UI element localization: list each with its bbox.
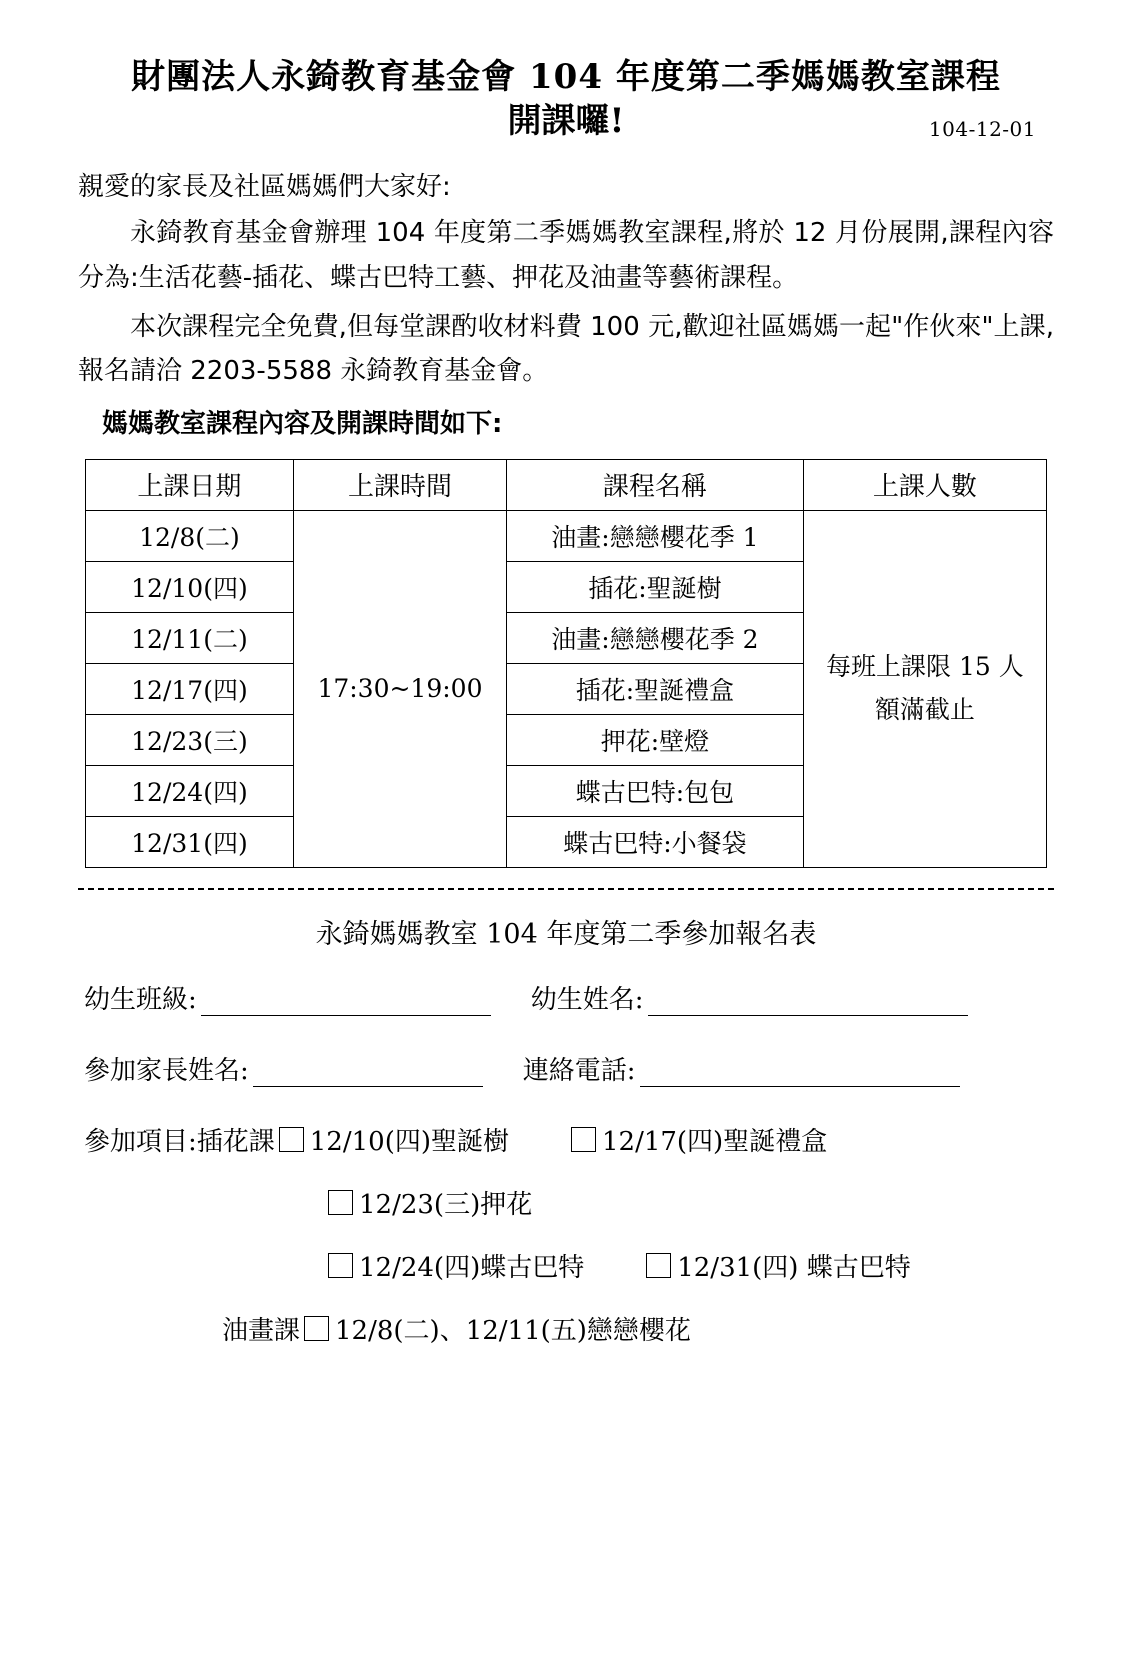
items-label: 參加項目:插花課 <box>84 1126 275 1157</box>
oil-course-label: 油畫課 <box>222 1315 301 1346</box>
option-flower-1[interactable] <box>275 1121 509 1158</box>
paragraph-2: 本次課程完全免費,但每堂課酌收材料費 100 元,歡迎社區媽媽一起"作伙來"上課,報名請洽 2203-5588 永錡教育基金會。 <box>78 311 1054 387</box>
option-oil-painting-label: 12/8(二)、12/11(五)戀戀櫻花 <box>335 1315 691 1346</box>
column-header-capacity: 上課人數 <box>803 459 1046 510</box>
cell-course-name: 蝶古巴特:包包 <box>507 765 804 816</box>
body-text <box>78 165 1054 447</box>
cell-date: 12/8(二) <box>86 510 294 561</box>
option-line-oil <box>222 1310 1048 1347</box>
column-header-date: 上課日期 <box>86 459 294 510</box>
page-title-line2: 開課囉! <box>507 100 625 141</box>
field-parent-name <box>84 1050 483 1087</box>
option-oil-painting[interactable] <box>300 1310 691 1347</box>
option-line-pressed <box>324 1184 1048 1221</box>
cell-course-name: 油畫:戀戀櫻花季 2 <box>507 612 804 663</box>
field-phone-label: 連絡電話: <box>522 1055 636 1086</box>
option-decoupage-2-label: 12/31(四) 蝶古巴特 <box>677 1252 911 1283</box>
option-line-flower <box>84 1121 1048 1158</box>
column-header-time: 上課時間 <box>293 459 506 510</box>
capacity-line-2: 額滿截止 <box>874 694 975 724</box>
checkbox-icon[interactable] <box>328 1190 353 1215</box>
section-divider <box>78 888 1054 890</box>
option-decoupage-1[interactable] <box>324 1247 584 1284</box>
option-line-decoupage <box>324 1247 1048 1284</box>
checkbox-icon[interactable] <box>571 1127 596 1152</box>
column-header-course: 課程名稱 <box>507 459 804 510</box>
title-block <box>0 56 1132 151</box>
option-pressed-flower[interactable] <box>324 1184 532 1221</box>
option-pressed-flower-label: 12/23(三)押花 <box>359 1189 533 1220</box>
option-flower-2-label: 12/17(四)聖誕禮盒 <box>601 1126 828 1157</box>
capacity-line-1: 每班上課限 15 人 <box>826 652 1024 682</box>
schedule-subheading: 媽媽教室課程內容及開課時間如下: <box>102 409 503 440</box>
field-phone-input[interactable] <box>640 1060 960 1087</box>
field-student-name <box>531 979 968 1016</box>
document-number: 104-12-01 <box>928 116 1036 141</box>
checkbox-icon[interactable] <box>304 1316 329 1341</box>
page-title-line1: 財團法人永錡教育基金會 104 年度第二季媽媽教室課程 <box>131 57 1001 97</box>
checkbox-icon[interactable] <box>328 1253 353 1278</box>
cell-course-name: 插花:聖誕禮盒 <box>507 663 804 714</box>
cell-course-name: 蝶古巴特:小餐袋 <box>507 816 804 867</box>
cell-date: 12/23(三) <box>86 714 294 765</box>
form-row-names <box>84 979 1048 1016</box>
cell-course-name: 插花:聖誕樹 <box>507 561 804 612</box>
cell-date: 12/17(四) <box>86 663 294 714</box>
course-schedule-table <box>85 459 1047 868</box>
cell-date: 12/10(四) <box>86 561 294 612</box>
field-class-input[interactable] <box>201 989 491 1016</box>
checkbox-icon[interactable] <box>279 1127 304 1152</box>
option-flower-2[interactable] <box>567 1121 827 1158</box>
salutation: 親愛的家長及社區媽媽們大家好: <box>78 171 451 202</box>
paragraph-1: 永錡教育基金會辦理 104 年度第二季媽媽教室課程,將於 12 月份展開,課程內容分為:生活花藝-插花、蝶古巴特工藝、押花及油畫等藝術課程。 <box>78 218 1054 293</box>
field-phone <box>523 1050 960 1087</box>
cell-date: 12/11(二) <box>86 612 294 663</box>
field-student-name-input[interactable] <box>648 989 968 1016</box>
table-header-row <box>86 459 1047 510</box>
document-page <box>0 56 1132 1656</box>
field-class <box>84 979 491 1016</box>
option-decoupage-2[interactable] <box>642 1247 910 1284</box>
participation-options <box>84 1121 1048 1347</box>
cell-course-name: 押花:壁燈 <box>507 714 804 765</box>
checkbox-icon[interactable] <box>646 1253 671 1278</box>
cell-date: 12/31(四) <box>86 816 294 867</box>
field-parent-name-label: 參加家長姓名: <box>84 1055 249 1086</box>
option-decoupage-1-label: 12/24(四)蝶古巴特 <box>359 1252 585 1283</box>
option-flower-1-label: 12/10(四)聖誕樹 <box>309 1126 509 1157</box>
cell-time-span: 17:30~19:00 <box>293 510 506 867</box>
cell-date: 12/24(四) <box>86 765 294 816</box>
field-student-name-label: 幼生姓名: <box>530 984 644 1015</box>
cell-course-name: 油畫:戀戀櫻花季 1 <box>507 510 804 561</box>
registration-fields <box>84 979 1048 1087</box>
title-line2-wrapper <box>0 99 1132 151</box>
form-row-contact <box>84 1050 1048 1087</box>
field-parent-name-input[interactable] <box>253 1060 483 1087</box>
cell-capacity <box>803 510 1046 867</box>
table-row <box>86 510 1047 561</box>
registration-form-title: 永錡媽媽教室 104 年度第二季參加報名表 <box>315 918 817 950</box>
field-class-label: 幼生班級: <box>84 984 197 1015</box>
